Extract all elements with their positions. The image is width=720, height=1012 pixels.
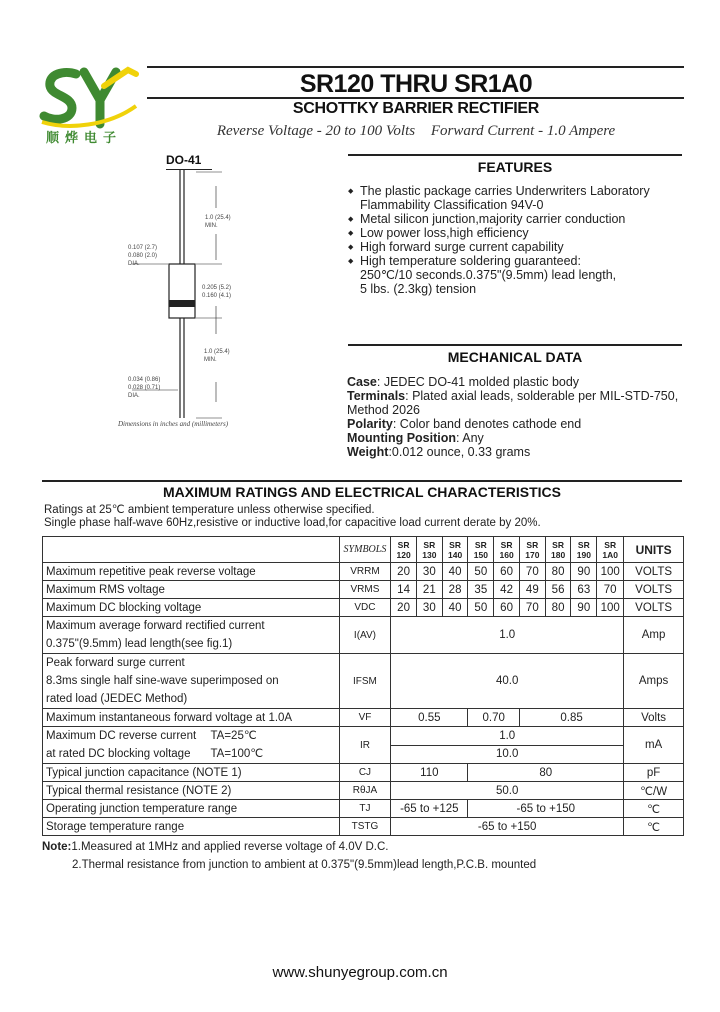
table-cell: IR xyxy=(339,727,391,764)
table-cell: Maximum instantaneous forward voltage at 1.0A xyxy=(43,709,340,727)
table-cell: 70 xyxy=(519,563,545,581)
table-cell: 80 xyxy=(545,599,571,617)
table-cell: VRMS xyxy=(339,581,391,599)
table-cell: 1.0 xyxy=(499,730,516,743)
table-cell: 100 xyxy=(597,563,624,581)
table-cell: Typical thermal resistance (NOTE 2) xyxy=(43,782,340,800)
forward-current-summary: Forward Current - 1.0 Ampere xyxy=(430,123,616,139)
table-cell: 30 xyxy=(416,563,442,581)
table-cell: Storage temperature range xyxy=(43,818,340,836)
table-header-row xyxy=(43,537,684,563)
document-title: SR120 THRU SR1A0 xyxy=(299,70,533,98)
table-cell: pF xyxy=(624,764,684,782)
table-cell: VDC xyxy=(339,599,391,617)
table-cell: Maximum DC blocking voltage xyxy=(43,599,340,617)
table-cell: 0.85 xyxy=(519,709,623,727)
table-row xyxy=(43,563,684,581)
table-cell: 35 xyxy=(468,581,494,599)
table-cell: SR 150 xyxy=(468,537,494,563)
table-cell: IFSM xyxy=(339,654,391,709)
table-cell: 50.0 xyxy=(391,782,624,800)
table-cell: SR 1A0 xyxy=(597,537,624,563)
table-cell: 100 xyxy=(597,599,624,617)
table-cell: 21 xyxy=(416,581,442,599)
table-cell: ℃/W xyxy=(624,782,684,800)
table-cell: mA xyxy=(624,727,684,764)
feature-item: ◆ High temperature soldering guaranteed: 250℃/10 seconds.0.375"(9.5mm) lead length, 5 lbs. (2.3kg) tension xyxy=(348,254,688,296)
table-row xyxy=(43,654,684,709)
table-cell: ℃ xyxy=(624,800,684,818)
feature-item: ◆ High forward surge current capability xyxy=(348,240,688,254)
footer-url: www.shunyegroup.com.cn xyxy=(272,964,448,981)
features-list xyxy=(348,184,688,296)
document-subtitle: SCHOTTKY BARRIER RECTIFIER xyxy=(292,100,540,117)
table-cell: -65 to +150 xyxy=(391,818,624,836)
table-cell: 110 xyxy=(391,764,468,782)
table-cell: 90 xyxy=(571,563,597,581)
table-cell: 40.0 xyxy=(391,654,624,709)
table-cell: SR 180 xyxy=(545,537,571,563)
table-cell: Operating junction temperature range xyxy=(43,800,340,818)
rating-summary xyxy=(147,123,685,140)
table-cell: 0.55 xyxy=(391,709,468,727)
dim-lead-diameter: 0.034 (0.86) 0.028 (0.71) DIA. xyxy=(128,377,161,399)
feature-item: ◆ Metal silicon junction,majority carrier conduction xyxy=(348,212,688,226)
table-cell: Maximum repetitive peak reverse voltage xyxy=(43,563,340,581)
table-cell: Peak forward surge current 8.3ms single half sine-wave superimposed on rated load (JEDEC Method) xyxy=(43,654,340,709)
table-cell: SYMBOLS xyxy=(339,537,391,563)
company-name-cn: 顺烨电子 xyxy=(46,131,123,146)
table-cell: 40 xyxy=(442,599,468,617)
table-row xyxy=(43,818,684,836)
table-cell: Maximum RMS voltage xyxy=(43,581,340,599)
table-cell xyxy=(391,727,624,764)
dim-lead-top: 1.0 (25.4) MIN. xyxy=(205,215,231,229)
table-cell: SR 140 xyxy=(442,537,468,563)
feature-item: ◆ Low power loss,high efficiency xyxy=(348,226,688,240)
table-cell: VOLTS xyxy=(624,581,684,599)
mechanical-heading: MECHANICAL DATA xyxy=(348,344,682,365)
header-mid-rule xyxy=(147,97,684,99)
table-row xyxy=(43,727,684,764)
table-cell: Amp xyxy=(624,617,684,654)
table-row xyxy=(43,617,684,654)
table-cell: Maximum DC reverse current TA=25℃ at rated DC blocking voltage TA=100℃ xyxy=(43,727,340,764)
table-cell xyxy=(43,537,340,563)
dim-lead-bottom: 1.0 (25.4) MIN. xyxy=(204,349,230,363)
table-cell: SR 160 xyxy=(494,537,520,563)
table-cell: VF xyxy=(339,709,391,727)
reverse-voltage-summary: Reverse Voltage - 20 to 100 Volts xyxy=(216,123,416,139)
header-top-rule xyxy=(147,66,684,68)
table-cell: -65 to +150 xyxy=(468,800,624,818)
table-cell: 70 xyxy=(597,581,624,599)
table-cell: 70 xyxy=(519,599,545,617)
table-cell: RθJA xyxy=(339,782,391,800)
table-cell: Typical junction capacitance (NOTE 1) xyxy=(43,764,340,782)
table-cell: SR 190 xyxy=(571,537,597,563)
table-cell: 60 xyxy=(494,563,520,581)
table-cell: ℃ xyxy=(624,818,684,836)
table-cell: 30 xyxy=(416,599,442,617)
table-cell: 90 xyxy=(571,599,597,617)
ratings-table xyxy=(42,536,684,836)
table-cell: -65 to +125 xyxy=(391,800,468,818)
mechanical-data: Case: JEDEC DO-41 molded plastic body Terminals: Plated axial leads, solderable per MIL-STD-750, Method 2026 Polarity: Color band denotes cathode end Mounting Position: Any Weight:0.012 ounce, 0.33 grams xyxy=(347,375,679,459)
table-cell: 14 xyxy=(391,581,417,599)
table-cell: 10.0 xyxy=(391,745,623,762)
ratings-conditions: Ratings at 25℃ ambient temperature unless otherwise specified. Single phase half-wave 60Hz,resistive or inductive load,for capacitive load current derate by 20%. xyxy=(44,504,541,529)
features-heading: FEATURES xyxy=(348,154,682,175)
table-cell: SR 170 xyxy=(519,537,545,563)
table-cell: 20 xyxy=(391,563,417,581)
table-row xyxy=(43,764,684,782)
table-cell: 20 xyxy=(391,599,417,617)
dim-body-length: 0.205 (5.2) 0.160 (4.1) xyxy=(202,285,232,299)
table-row xyxy=(43,709,684,727)
dimension-note: Dimensions in inches and (millimeters) xyxy=(118,420,229,428)
table-cell: 60 xyxy=(494,599,520,617)
table-cell: 56 xyxy=(545,581,571,599)
feature-item: ◆ The plastic package carries Underwriters Laboratory Flammability Classification 94V-0 xyxy=(348,184,688,212)
table-row xyxy=(43,800,684,818)
table-cell: 49 xyxy=(519,581,545,599)
table-cell: Maximum average forward rectified current 0.375"(9.5mm) lead length(see fig.1) xyxy=(43,617,340,654)
package-label: DO-41 xyxy=(166,153,212,170)
table-cell: 63 xyxy=(571,581,597,599)
table-cell: VRRM xyxy=(339,563,391,581)
table-cell: TSTG xyxy=(339,818,391,836)
table-cell: TJ xyxy=(339,800,391,818)
table-cell: Amps xyxy=(624,654,684,709)
table-cell: SR 130 xyxy=(416,537,442,563)
dim-body-diameter: 0.107 (2.7) 0.080 (2.0) DIA. xyxy=(128,245,158,267)
table-cell: 1.0 xyxy=(391,617,624,654)
table-cell: VOLTS xyxy=(624,599,684,617)
table-cell: 80 xyxy=(545,563,571,581)
ratings-heading: MAXIMUM RATINGS AND ELECTRICAL CHARACTERISTICS xyxy=(42,480,682,500)
table-cell: I(AV) xyxy=(339,617,391,654)
table-cell: 80 xyxy=(468,764,624,782)
table-cell: 50 xyxy=(468,563,494,581)
table-row xyxy=(43,599,684,617)
table-cell: UNITS xyxy=(624,537,684,563)
table-cell: 28 xyxy=(442,581,468,599)
table-cell: 42 xyxy=(494,581,520,599)
table-cell: 40 xyxy=(442,563,468,581)
table-cell: 50 xyxy=(468,599,494,617)
table-cell: 0.70 xyxy=(468,709,520,727)
table-cell: Volts xyxy=(624,709,684,727)
table-cell: CJ xyxy=(339,764,391,782)
table-cell: VOLTS xyxy=(624,563,684,581)
table-cell: SR 120 xyxy=(391,537,417,563)
table-row xyxy=(43,581,684,599)
table-row xyxy=(43,782,684,800)
notes: Note:1.Measured at 1MHz and applied reverse voltage of 4.0V D.C. 2.Thermal resistance from junction to ambient at 0.375"(9.5mm)lead length,P.C.B. mounted xyxy=(42,841,537,871)
